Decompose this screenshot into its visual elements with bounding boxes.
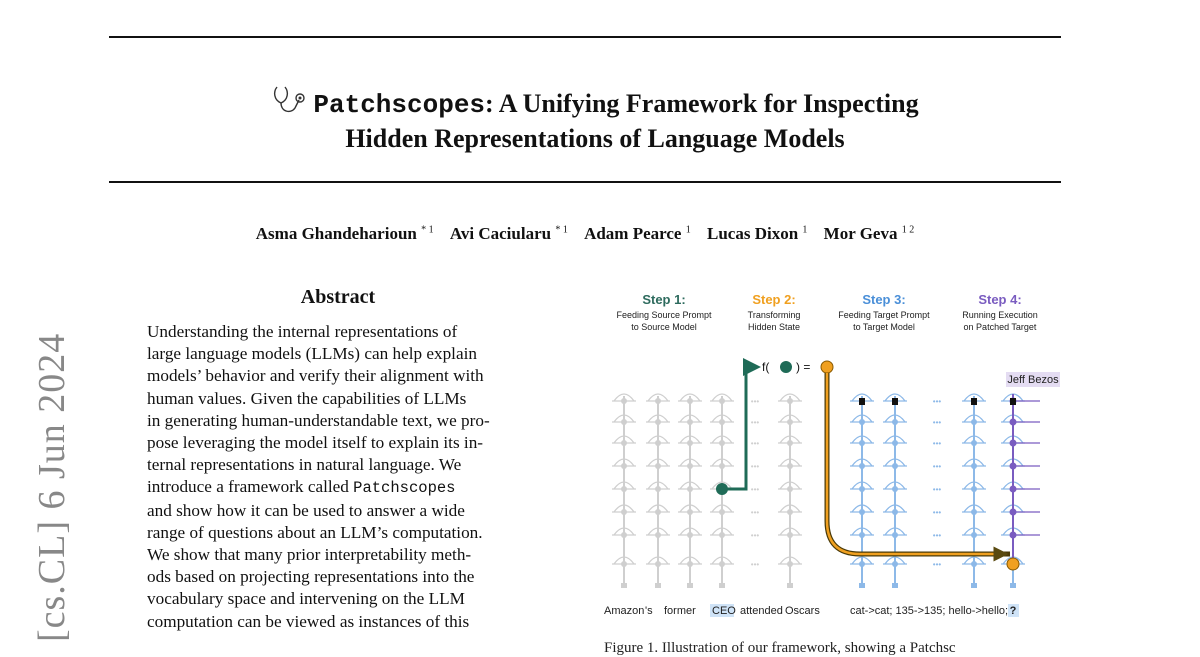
step-title: Step 1: xyxy=(642,292,686,307)
author: Asma Ghandeharioun $^{* 1}$ xyxy=(255,224,434,243)
token-block xyxy=(787,583,793,588)
ellipsis: ••• xyxy=(932,418,942,427)
ellipsis: ••• xyxy=(932,508,942,517)
output-block xyxy=(859,398,865,405)
token-block xyxy=(859,583,865,588)
abstract-line: ods based on projecting representations into the xyxy=(147,567,475,587)
token-block xyxy=(655,583,661,588)
abstract-line: introduce a framework called Patchscopes xyxy=(147,477,456,498)
source-token: 's xyxy=(645,605,653,617)
bottom-rule xyxy=(109,181,1061,183)
output-block xyxy=(892,398,898,405)
title-framework-name: Patchscopes xyxy=(313,90,486,120)
step-desc: to Source Model xyxy=(631,322,697,332)
author-list xyxy=(0,224,1170,244)
paper-title xyxy=(160,84,1030,156)
abstract-line: and show how it can be used to answer a wide xyxy=(147,500,465,520)
ellipsis: ••• xyxy=(750,508,760,517)
abstract-line: ternal representations in natural language. We xyxy=(147,455,462,475)
step-title: Step 3: xyxy=(862,292,906,307)
ellipsis: ••• xyxy=(932,439,942,448)
author: Lucas Dixon $^1$ xyxy=(706,224,808,243)
abstract-line: human values. Given the capabilities of LLMs xyxy=(147,388,467,408)
author: Avi Caciularu $^{* 1}$ xyxy=(449,224,568,243)
source-token: Amazon xyxy=(604,605,645,617)
abstract-line: computation can be viewed as instances of this xyxy=(147,611,470,631)
abstract-heading: Abstract xyxy=(300,286,376,308)
source-token: CEO xyxy=(712,605,736,617)
figure-caption: Figure 1. Illustration of our framework, showing a Patchsc xyxy=(604,640,956,656)
token-block xyxy=(687,583,693,588)
ellipsis: ••• xyxy=(750,418,760,427)
source-token: attended xyxy=(740,605,783,617)
abstract-line: Understanding the internal representations of xyxy=(147,322,458,341)
top-rule xyxy=(109,36,1061,38)
step-desc: Running Execution xyxy=(962,310,1038,320)
arxiv-stamp: [cs.CL] 6 Jun 2024 xyxy=(31,332,73,642)
title-line2: Hidden Representations of Language Models xyxy=(345,124,845,153)
patched-target-node xyxy=(1007,558,1019,570)
stethoscope-icon xyxy=(271,84,309,118)
abstract-line: vocabulary space and intervening on the LLM xyxy=(147,589,465,609)
ellipsis: ••• xyxy=(932,485,942,494)
abstract-line: models’ behavior and verify their alignment with xyxy=(147,366,484,386)
source-hidden-state-node xyxy=(716,483,728,495)
ellipsis: ••• xyxy=(750,462,760,471)
abstract-line: in generating human-understandable text, we pro- xyxy=(147,410,490,430)
token-block xyxy=(1010,583,1016,588)
function-label-left: f( xyxy=(762,360,770,374)
ellipsis: ••• xyxy=(750,397,760,406)
target-query: ? xyxy=(1009,605,1017,617)
author: Mor Geva $^{1 2}$ xyxy=(823,224,915,243)
token-block xyxy=(719,583,725,588)
output-token: Jeff Bezos xyxy=(1007,374,1059,386)
token-block xyxy=(892,583,898,588)
ellipsis: ••• xyxy=(932,462,942,471)
ellipsis: ••• xyxy=(932,560,942,569)
abstract-line: large language models (LLMs) can help explain xyxy=(147,344,477,364)
patchscope-diagram xyxy=(600,286,1060,648)
ellipsis: ••• xyxy=(750,531,760,540)
step-desc: Feeding Target Prompt xyxy=(838,310,930,320)
output-block xyxy=(971,398,977,405)
step-title: Step 2: xyxy=(752,292,796,307)
abstract-line: range of questions about an LLM’s computation. xyxy=(147,522,483,542)
abstract-body xyxy=(147,321,530,633)
ellipsis: ••• xyxy=(750,485,760,494)
target-prompt: cat->cat; 135->135; hello->hello; xyxy=(850,605,1009,617)
hidden-state-node-icon xyxy=(780,361,792,373)
token-block xyxy=(971,583,977,588)
step-desc: to Target Model xyxy=(853,322,915,332)
ellipsis: ••• xyxy=(932,531,942,540)
output-block xyxy=(1010,398,1016,405)
step-desc: Feeding Source Prompt xyxy=(616,310,712,320)
figure-1 xyxy=(600,286,1060,648)
source-token: former xyxy=(664,605,696,617)
abstract-line: pose leveraging the model itself to explain its in- xyxy=(147,433,484,453)
ellipsis: ••• xyxy=(932,397,942,406)
ellipsis: ••• xyxy=(750,439,760,448)
transformed-state-node-icon xyxy=(821,361,833,373)
function-label-right: ) = xyxy=(796,360,811,374)
abstract-line: We show that many prior interpretability meth- xyxy=(147,545,472,565)
source-token: Oscars xyxy=(785,605,820,617)
token-block xyxy=(621,583,627,588)
framework-name: Patchscopes xyxy=(353,479,456,498)
step-desc: Transforming xyxy=(747,310,801,320)
step-desc: on Patched Target xyxy=(963,322,1037,332)
step-desc: Hidden State xyxy=(747,322,801,332)
author: Adam Pearce $^1$ xyxy=(584,224,691,243)
title-line1: : A Unifying Framework for Inspecting xyxy=(485,89,919,118)
ellipsis: ••• xyxy=(750,560,760,569)
step-title: Step 4: xyxy=(978,292,1022,307)
